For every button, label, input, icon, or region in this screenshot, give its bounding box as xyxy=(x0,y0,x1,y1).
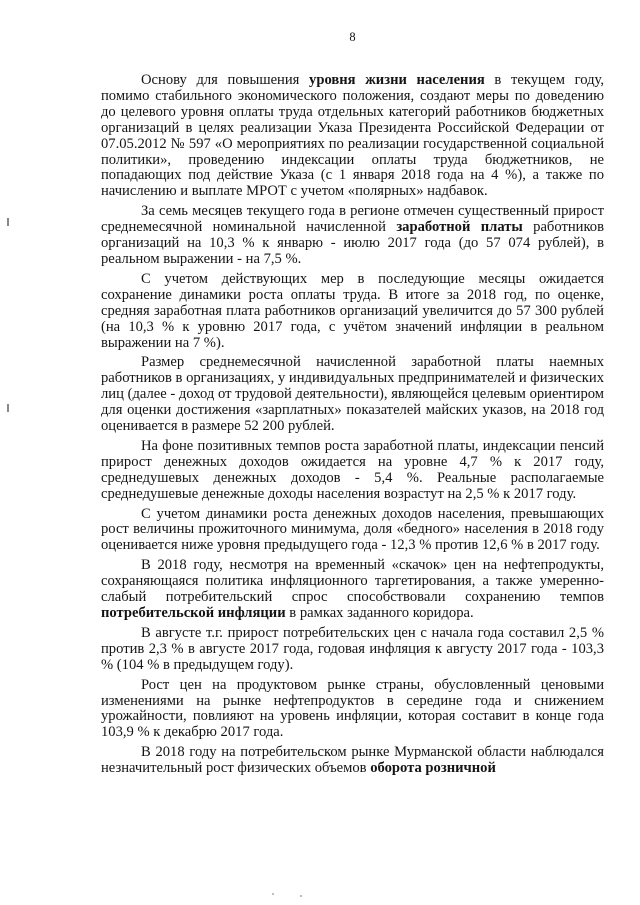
paragraph-p1 xyxy=(101,73,604,200)
scan-speck xyxy=(272,893,274,895)
text-run: Основу для повышения xyxy=(141,72,310,88)
paragraph-p9 xyxy=(101,678,604,742)
text-run: В 2018 году, несмотря на временный «скачок» цен на нефтепродукты, сохраняющаяся политика инфляционного таргетирования, а также умеренно-слабый потребительский спрос способствовали сохранению темпов xyxy=(101,557,604,606)
paragraph-p2 xyxy=(101,204,604,268)
text-run: В августе т.г. прирост потребительских цен с начала года составил 2,5 % против 2,3 % в августе 2017 года, годовая инфляция к августу 2017 года - 103,3 % (104 % в предыдущем году). xyxy=(101,624,604,673)
text-run: Размер среднемесячной начисленной заработной платы наемных работников в организациях, у индивидуальных предпринимателей и физических лиц (далее - доход от трудовой деятельности), являющейся целевым ориентиром для оценки достижения «зарплатных» показателей майских указов, на 2018 год оценивается в размере 52 200 рублей. xyxy=(101,354,604,435)
paragraph-p10 xyxy=(101,745,604,777)
bold-term: оборота розничной xyxy=(370,760,496,777)
text-run: На фоне позитивных темпов роста заработной платы, индексации пенсий прирост денежных доходов ожидается на уровне 4,7 % к 2017 году, среднедушевых денежных доходов - 5,4 %. Реальные располагаемые среднедушевые денежные доходы населения возрастут на 2,5 % к 2017 году. xyxy=(101,437,604,502)
body-text xyxy=(101,73,604,777)
paragraph-p4 xyxy=(101,355,604,435)
text-run: С учетом действующих мер в последующие месяцы ожидается сохранение динамики роста оплаты труда. В итоге за 2018 год, по оценке, средняя заработная плата работников организаций увеличится до 57 300 рублей (на 10,3 % к уровню 2017 года, с учётом значений инфляции в реальном выражении на 7 %). xyxy=(101,270,604,351)
bold-term: заработной платы xyxy=(396,219,523,236)
text-run: работников организаций на 10,3 % к январю - июлю 2017 года (до 57 074 рублей), в реальном выражении - на 7,5 %. xyxy=(101,219,604,267)
text-run: в текущем году, помимо стабильного экономического положения, создают меры по доведению до целевого уровня оплаты труда отдельных категорий работников бюджетных организаций в целях реализации Указа Президента Российской Федерации от 07.05.2012 № 597 «О мероприятиях по реализации государственной социальной политики», проведению индексации оплаты труда бюджетников, не попадающих под действие Указа (с 1 января 2018 года на 4 %), а также по начислению и выплате МРОТ с учетом «полярных» надбавок. xyxy=(101,72,605,200)
text-run: В 2018 году на потребительском рынке Мурманской области наблюдался незначительный рост физических объемов xyxy=(101,744,604,777)
text-run: Рост цен на продуктовом рынке страны, обусловленный ценовыми изменениями на рынке нефтепродуктов в середине года и снижением урожайности, повлияют на уровень инфляции, которая составит в конце года 103,9 % к декабрю 2017 года. xyxy=(101,676,604,741)
paragraph-p3 xyxy=(101,272,604,352)
page-number: 8 xyxy=(349,30,356,44)
scan-margin-mark xyxy=(7,404,9,412)
bold-term: потребительской инфляции xyxy=(101,605,286,621)
bold-term: уровня жизни населения xyxy=(309,72,485,88)
text-run: За семь месяцев текущего года в регионе отмечен существенный прирост среднемесячной номинальной начисленной xyxy=(101,203,604,236)
text-run: в рамках заданного коридора. xyxy=(285,605,474,621)
text-run: С учетом динамики роста денежных доходов населения, превышающих рост величины прожиточного минимума, доля «бедного» населения в 2018 году оценивается ниже уровня предыдущего года - 12,3 % против 12,6 % в 2017 году. xyxy=(101,505,604,554)
scan-speck xyxy=(300,895,302,897)
paragraph-p7 xyxy=(101,558,604,622)
paragraph-p6 xyxy=(101,507,604,555)
paragraph-p5 xyxy=(101,439,604,503)
paragraph-p8 xyxy=(101,626,604,674)
scan-margin-mark xyxy=(7,218,9,226)
